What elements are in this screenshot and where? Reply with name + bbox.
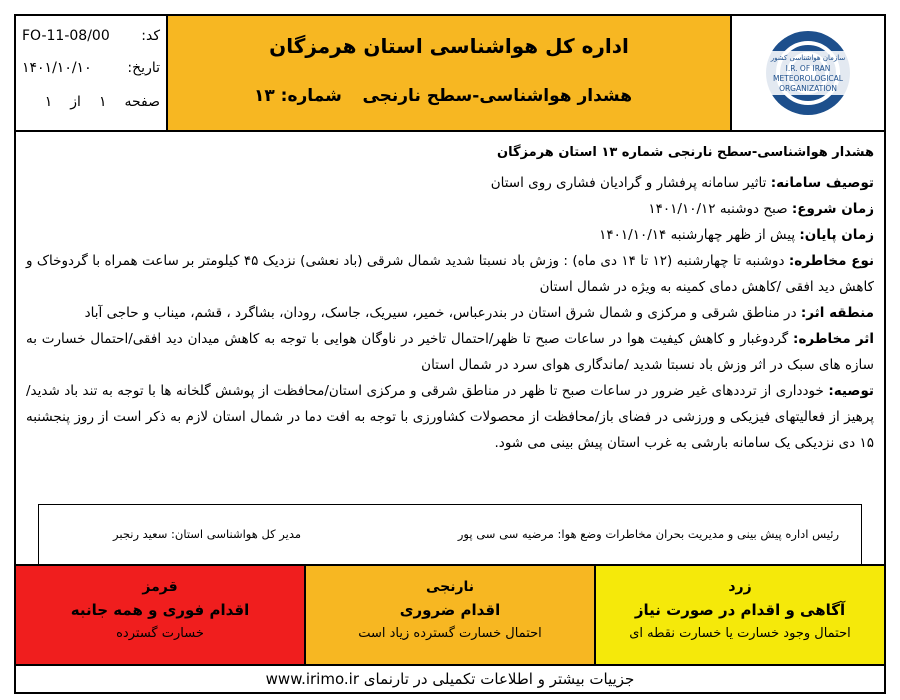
website-link[interactable]: www.irimo.ir bbox=[265, 670, 359, 688]
recommendation bbox=[26, 378, 874, 456]
meta-page-current: ۱ bbox=[98, 94, 107, 110]
hazard-impact-text: گردوغبار و کاهش کیفیت هوا در ساعات صبح تا ظهر/احتمال تاخیر در ناوگان هوایی با توجه به کاهش میدان دید افقی/احتمال خسارت به سازه های سبک در اثر وزش باد نسبتا شدید /ماندگاری هوای سرد در شمال استان bbox=[26, 331, 874, 373]
warning-content bbox=[26, 142, 874, 456]
meta-page-row bbox=[22, 94, 160, 110]
signature-box bbox=[38, 504, 862, 566]
legend-red-damage: خسارت گسترده bbox=[116, 626, 204, 641]
meta-page-of: از bbox=[70, 94, 81, 110]
meta-code-value: FO-11-08/00 bbox=[22, 28, 110, 44]
affected-area-text: در مناطق شرقی و مرکزی و شمال شرق استان در بندرعباس، خمیر، سیریک، جاسک، رودان، بشاگرد ، قشم، میناب و حاجی آباد bbox=[84, 305, 801, 321]
logo-text-line1: I.R. OF IRAN bbox=[785, 64, 831, 73]
meta-page-total: ۱ bbox=[44, 94, 53, 110]
legend-yellow-action: آگاهی و اقدام در صورت نیاز bbox=[634, 601, 846, 619]
start-time bbox=[26, 196, 874, 222]
meta-page-label: صفحه bbox=[124, 94, 160, 110]
meta-code-row bbox=[22, 28, 160, 44]
logo-text-fa: سازمان هواشناسی کشور bbox=[770, 54, 846, 62]
recommendation-text: خودداری از ترددهای غیر ضرور در ساعات صبح تا ظهر در مناطق شرقی و مرکزی استان/محافظت از پوشش گلخانه ها با توجه به تند باد شدید/پرهیز از فعالیتهای فیزیکی و ورزشی در فضای باز/محافظت از محصولات کشاورزی با توجه به افت دما در شمال استان لازم به ذکر است از روز پنجشنبه ۱۵ دی نزدیکی یک سامانه بارشی به غرب استان پیش بینی می شود. bbox=[26, 383, 874, 451]
footer-text: جزییات بیشتر و اطلاعات تکمیلی در تارنمای bbox=[358, 670, 635, 688]
system-description-text: تاثیر سامانه پرفشار و گرادیان فشاری روی استان bbox=[490, 175, 771, 191]
legend-red bbox=[16, 566, 306, 664]
warning-level-legend bbox=[16, 564, 884, 666]
start-time-text: صبح دوشنبه ۱۴۰۱/۱۰/۱۲ bbox=[648, 201, 792, 217]
hazard-type-label: نوع مخاطره: bbox=[788, 253, 875, 269]
irimo-logo bbox=[758, 27, 858, 119]
system-description bbox=[26, 170, 874, 196]
end-time bbox=[26, 222, 874, 248]
logo-cell bbox=[730, 16, 884, 130]
header bbox=[16, 16, 884, 132]
meta-code-label: کد: bbox=[141, 28, 160, 44]
director-signature: مدیر کل هواشناسی استان: سعید رنجبر bbox=[113, 527, 302, 541]
meta-date-row bbox=[22, 60, 160, 76]
legend-yellow-name: زرد bbox=[728, 579, 752, 595]
recommendation-label: توصیه: bbox=[828, 383, 874, 399]
legend-orange-damage: احتمال خسارت گسترده زیاد است bbox=[358, 626, 542, 641]
hazard-impact bbox=[26, 326, 874, 378]
document-frame bbox=[14, 14, 886, 694]
document-meta bbox=[16, 16, 166, 130]
meta-date-value: ۱۴۰۱/۱۰/۱۰ bbox=[22, 60, 92, 76]
hazard-impact-label: اثر مخاطره: bbox=[793, 331, 875, 347]
warning-level-title: هشدار هواشناسی-سطح نارنجی bbox=[362, 86, 632, 106]
page-title: اداره کل هواشناسی استان هرمزگان bbox=[269, 34, 629, 58]
warning-number: شماره: ۱۳ bbox=[254, 86, 342, 106]
end-time-text: پیش از ظهر چهارشنبه ۱۴۰۱/۱۰/۱۴ bbox=[599, 227, 800, 243]
legend-orange bbox=[306, 566, 596, 664]
logo-text-line3: ORGANIZATION bbox=[779, 84, 837, 93]
footer bbox=[16, 664, 884, 694]
logo-text-line2: METEOROLOGICAL bbox=[773, 74, 843, 83]
legend-orange-action: اقدام ضروری bbox=[399, 601, 501, 619]
start-time-label: زمان شروع: bbox=[791, 201, 874, 217]
end-time-label: زمان پایان: bbox=[799, 227, 874, 243]
header-title-area bbox=[166, 16, 730, 130]
legend-yellow bbox=[596, 566, 884, 664]
legend-yellow-damage: احتمال وجود خسارت یا خسارت نقطه ای bbox=[629, 626, 851, 641]
legend-red-action: اقدام فوری و همه جانبه bbox=[70, 601, 250, 619]
hazard-type-text: دوشنبه تا چهارشنبه (۱۲ تا ۱۴ دی ماه) : وزش باد نسبتا شدید شمال شرقی (باد نعشی) نزدیک ۴۵ کیلومتر بر ساعت همراه با گردوخاک و کاهش دید افقی /کاهش دمای کمینه به ویژه در شمال استان bbox=[26, 253, 874, 295]
hazard-type bbox=[26, 248, 874, 300]
legend-orange-name: نارنجی bbox=[425, 579, 475, 595]
forecast-head-signature: رئیس اداره پیش بینی و مدیریت بحران مخاطرات وضع هوا: مرضیه سی سی پور bbox=[457, 527, 839, 541]
affected-area-label: منطقه اثر: bbox=[800, 305, 874, 321]
content-heading: هشدار هواشناسی-سطح نارنجی شماره ۱۳ استان هرمزگان bbox=[497, 145, 874, 160]
system-description-label: توصیف سامانه: bbox=[770, 175, 874, 191]
legend-red-name: قرمز bbox=[142, 579, 178, 595]
affected-area bbox=[26, 300, 874, 326]
meta-date-label: تاریخ: bbox=[127, 60, 160, 76]
